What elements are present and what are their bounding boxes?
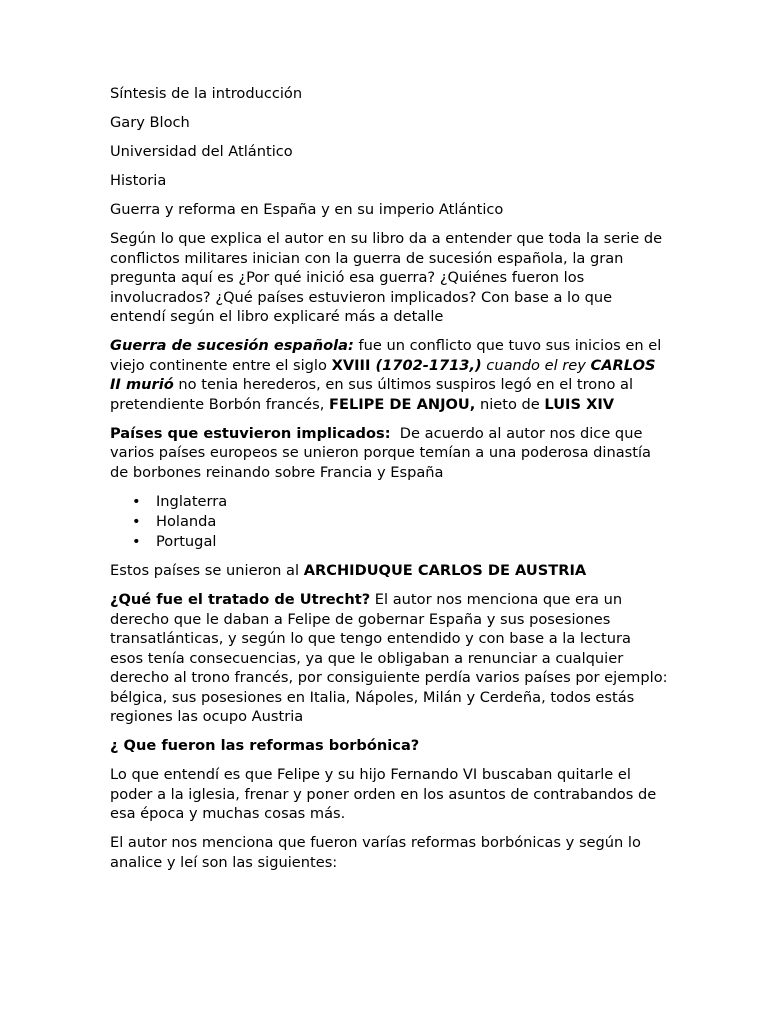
- reformas-heading-text: ¿ Que fueron las reformas borbónica?: [110, 737, 420, 754]
- guerra-text-2: cuando el rey: [481, 356, 591, 374]
- guerra-text-3: no tenia herederos, en sus últimos suspiros legó en el trono al pretendiente Borbón francés,: [110, 376, 634, 413]
- guerra-heading: Guerra de sucesión española:: [110, 337, 354, 354]
- archiduque-text: Estos países se unieron al: [110, 562, 304, 579]
- paises-heading: Países que estuvieron implicados:: [110, 424, 391, 442]
- guerra-text-4: nieto de: [475, 395, 545, 413]
- guerra-felipe: FELIPE DE ANJOU,: [329, 395, 476, 413]
- bullet-icon: •: [132, 533, 141, 550]
- archiduque-paragraph: [110, 561, 668, 581]
- countries-list: [110, 492, 668, 552]
- list-item: [110, 492, 668, 512]
- list-item-label: Portugal: [156, 533, 217, 550]
- guerra-text-1: fue un conflicto que tuvo sus inicios en el viejo continente entre el siglo: [110, 337, 662, 374]
- paises-text: De acuerdo al autor nos dice que varios países europeos se unieron porque temían a una poderosa dinastía de borbones reinando sobre Francia y España: [110, 424, 656, 481]
- subject-name: Historia: [110, 172, 167, 189]
- reformas-paragraph-2: El autor nos menciona que fueron varías reformas borbónicas y según lo analice y leí son las siguientes:: [110, 834, 641, 871]
- author-name: Gary Bloch: [110, 114, 190, 131]
- guerra-fechas: (1702-1713,): [370, 356, 482, 374]
- intro-paragraph: Según lo que explica el autor en su libro da a entender que toda la serie de conflictos militares inician con la guerra de sucesión española, la gran pregunta aquí es ¿Por qué inició esa guerra? ¿Quiénes fueron los involucrados? ¿Qué países estuvieron implicados? Con base a lo que entendí según el libro explicaré más a detalle: [110, 230, 663, 325]
- paises-paragraph: [110, 424, 668, 483]
- guerra-siglo: XVIII: [331, 356, 371, 374]
- utrecht-heading: ¿Qué fue el tratado de Utrecht?: [110, 591, 371, 608]
- guerra-luis: LUIS XIV: [544, 395, 615, 413]
- list-item-label: Inglaterra: [156, 493, 228, 510]
- list-item: [110, 512, 668, 532]
- utrecht-text: El autor nos menciona que era un derecho que le daban a Felipe de gobernar España y sus posesiones transatlánticas, y según lo que tengo entendido y con base a la lectura esos tenía consecuencias, ya que le obligaban a renunciar a cualquier derecho al trono francés, por consiguiente perdía varios países por ejemplo: bélgica, sus posesiones en Italia, Nápoles, Milán y Cerdeña, todos estás regiones las ocupo Austria: [110, 591, 668, 725]
- university-name: Universidad del Atlántico: [110, 143, 293, 160]
- utrecht-paragraph: [110, 590, 668, 727]
- reformas-heading: [110, 736, 668, 756]
- book-title: Guerra y reforma en España y en su imperio Atlántico: [110, 201, 504, 218]
- list-item: [110, 532, 668, 552]
- guerra-carlos: CARLOS II murió: [110, 356, 656, 393]
- document-title: Síntesis de la introducción: [110, 85, 303, 102]
- bullet-icon: •: [132, 493, 141, 510]
- list-item-label: Holanda: [156, 513, 217, 530]
- archiduque-name: ARCHIDUQUE CARLOS DE AUSTRIA: [303, 562, 587, 579]
- bullet-icon: •: [132, 513, 141, 530]
- reformas-paragraph-1: Lo que entendí es que Felipe y su hijo Fernando VI buscaban quitarle el poder a la iglesia, frenar y poner orden en los asuntos de contrabandos de esa época y muchas cosas más.: [110, 766, 657, 822]
- guerra-paragraph: [110, 336, 668, 414]
